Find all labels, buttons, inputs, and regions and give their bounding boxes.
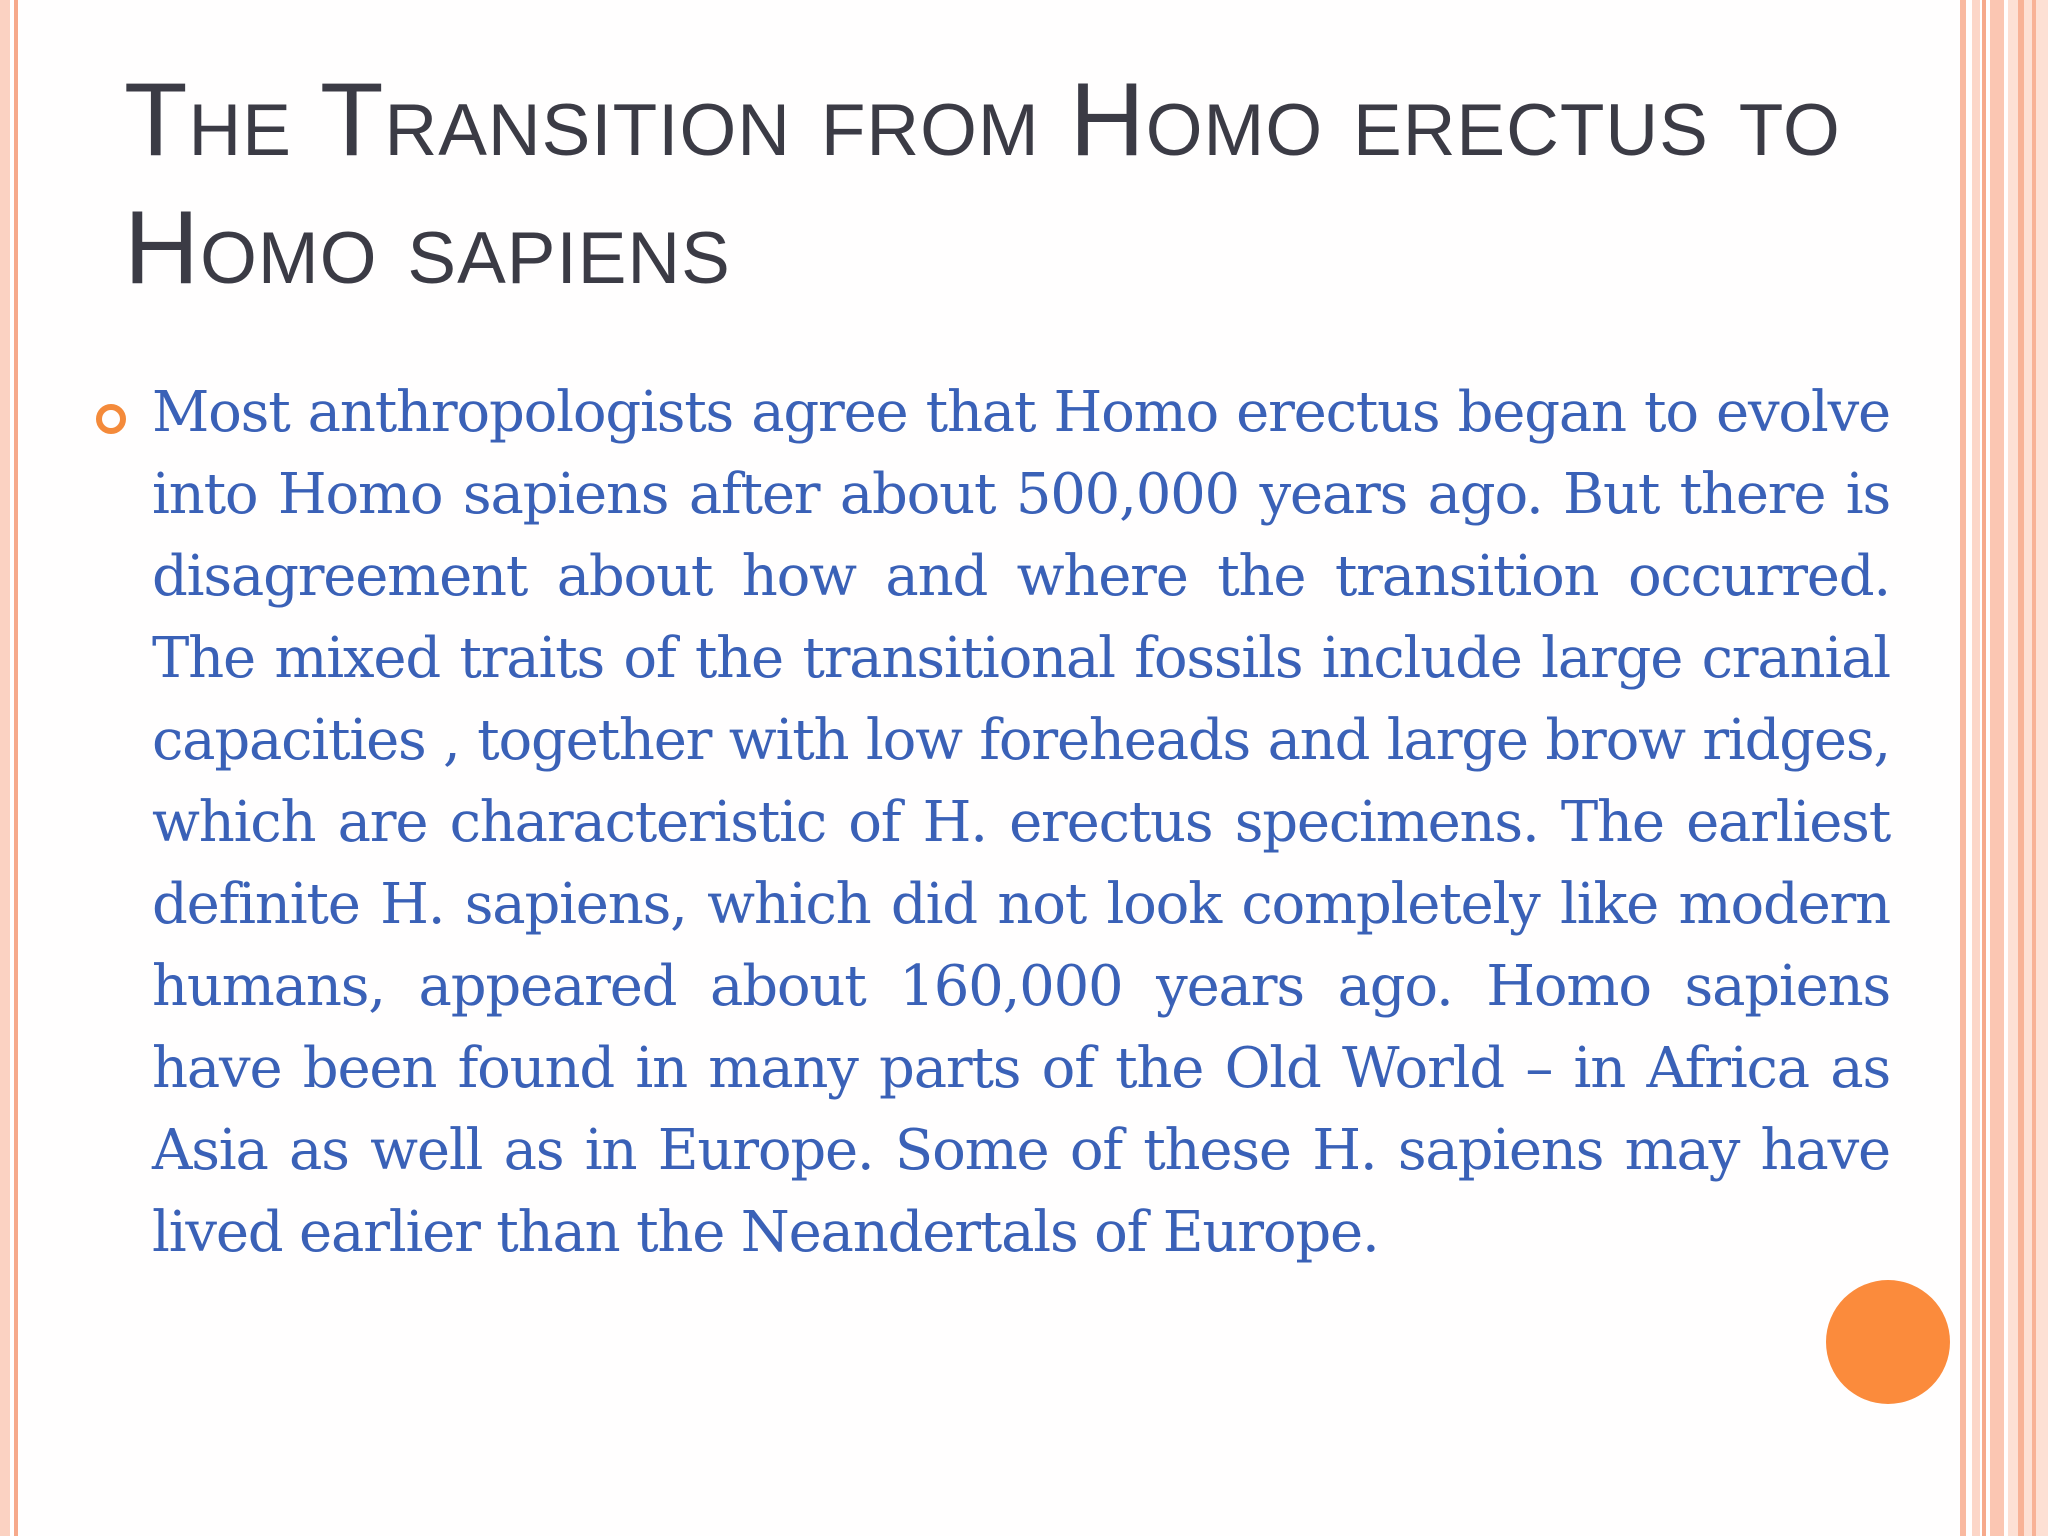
bullet-text: Most anthropologists agree that Homo erectus began to evolve into Homo sapiens after about 500,000 years ago. But there is disagreement about how and where the transition occurred. The mixed traits of the transitional fossils include large cranial capacities , together with low foreheads and large brow ridges, which are characteristic of H. erectus specimens. The earliest definite H. sapiens, which did not look completely like modern humans, appeared about 160,000 years ago. Homo sapiens have been found in many parts of the Old World – in Africa as Asia as well as in Europe. Some of these H. sapiens may have lived earlier than the Neandertals of Europe. (152, 380, 1890, 1265)
right-decorative-stripe-2 (1972, 0, 1980, 1536)
slide-content (96, 372, 1890, 1274)
right-decorative-stripe-1 (1960, 0, 1966, 1536)
right-decorative-stripe-6 (2018, 0, 2024, 1536)
orange-circle-decoration-icon (1826, 1280, 1950, 1404)
right-decorative-stripe-3 (1982, 0, 1986, 1536)
slide-title: The Transition from Homo erectus to Homo sapiens (124, 62, 1841, 306)
right-decorative-stripe-7 (2032, 0, 2036, 1536)
right-decorative-stripe-4 (1990, 0, 2004, 1536)
hollow-circle-bullet-icon (96, 404, 126, 434)
left-decorative-stripe (0, 0, 10, 1536)
bullet-item (96, 372, 1890, 1274)
right-decorative-stripe-5 (2008, 0, 2048, 1536)
left-decorative-stripe-thin (14, 0, 18, 1536)
